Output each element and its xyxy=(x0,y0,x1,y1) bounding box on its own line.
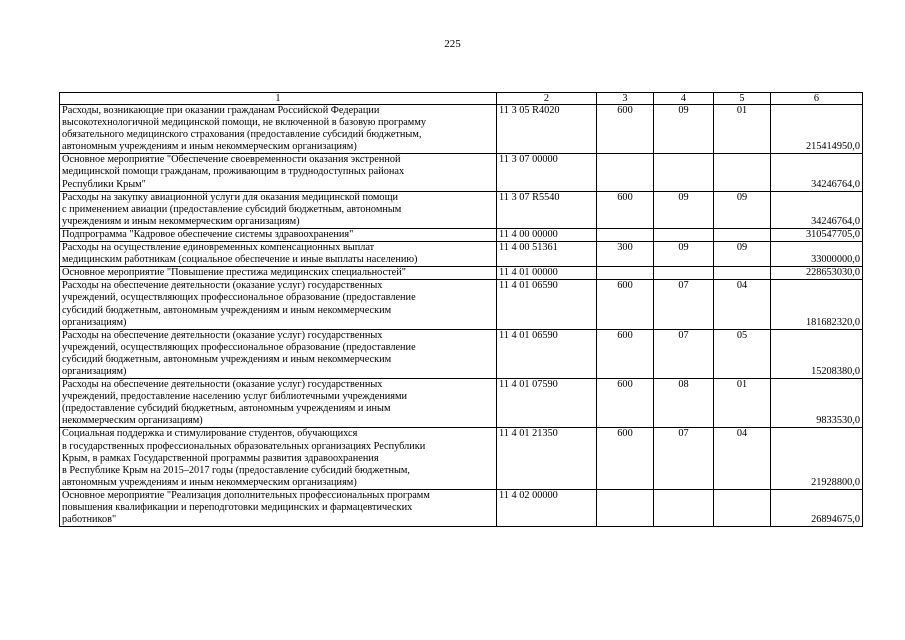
expense-name-line: Расходы на обеспечение деятельности (оказание услуг) государственных xyxy=(62,280,383,292)
expense-type-cell: 600 xyxy=(597,105,654,154)
target-code-cell: 11 3 07 R5540 xyxy=(497,191,597,228)
amount-cell: 215414950,0 xyxy=(771,105,863,154)
subsection-cell: 04 xyxy=(714,280,771,329)
subsection-cell xyxy=(714,489,771,526)
expense-name-cell xyxy=(60,105,497,154)
expense-name-line: учреждений, осуществляющих профессиональное образование (предоставление xyxy=(62,292,416,304)
expense-name-line: с применением авиации (предоставление субсидий бюджетным, автономным xyxy=(62,203,402,215)
expense-name-cell xyxy=(60,242,497,267)
expense-name-line: в государственных профессиональных образовательных организациях Республики xyxy=(62,440,426,452)
subsection-cell xyxy=(714,228,771,241)
table-header-row xyxy=(60,93,863,105)
expense-name-line: некоммерческим организациям) xyxy=(62,415,203,427)
target-code-cell: 11 4 02 00000 xyxy=(497,489,597,526)
table-row xyxy=(60,428,863,489)
header-cell: 3 xyxy=(597,93,654,105)
table-row xyxy=(60,191,863,228)
target-code-cell: 11 4 00 51361 xyxy=(497,242,597,267)
section-cell: 09 xyxy=(654,191,714,228)
expense-name-line: Расходы на обеспечение деятельности (оказание услуг) государственных xyxy=(62,379,383,391)
section-cell: 09 xyxy=(654,105,714,154)
expense-name-line: организациям) xyxy=(62,316,127,328)
table-row xyxy=(60,267,863,280)
page-number: 225 xyxy=(444,38,461,50)
target-code-cell: 11 4 00 00000 xyxy=(497,228,597,241)
section-cell xyxy=(654,228,714,241)
expense-type-cell xyxy=(597,267,654,280)
amount-cell: 228653030,0 xyxy=(771,267,863,280)
amount-cell: 15208380,0 xyxy=(771,329,863,378)
expense-name-cell xyxy=(60,228,497,241)
amount-cell: 33000000,0 xyxy=(771,242,863,267)
section-cell xyxy=(654,267,714,280)
table-row xyxy=(60,105,863,154)
expense-name-line: Основное мероприятие "Повышение престижа медицинских специальностей" xyxy=(62,267,406,279)
expense-name-line: учреждениям и иным некоммерческим организациям) xyxy=(62,215,300,227)
amount-cell: 34246764,0 xyxy=(771,154,863,191)
table-row xyxy=(60,329,863,378)
header-cell: 1 xyxy=(60,93,497,105)
expense-name-line: Основное мероприятие "Обеспечение своевременности оказания экстренной xyxy=(62,154,401,166)
target-code-cell: 11 4 01 00000 xyxy=(497,267,597,280)
expense-name-line: Крым, в рамках Государственной программы развития здравоохранения xyxy=(62,452,379,464)
amount-cell: 181682320,0 xyxy=(771,280,863,329)
expense-name-line: (предоставление субсидий бюджетным, автономным учреждениям и иным xyxy=(62,403,391,415)
budget-table xyxy=(59,92,863,527)
expense-name-cell xyxy=(60,329,497,378)
target-code-cell: 11 4 01 06590 xyxy=(497,280,597,329)
expense-type-cell: 600 xyxy=(597,191,654,228)
table-row xyxy=(60,242,863,267)
table-row xyxy=(60,489,863,526)
subsection-cell: 01 xyxy=(714,379,771,428)
expense-name-line: учреждений, осуществляющих профессиональное образование (предоставление xyxy=(62,341,416,353)
expense-type-cell xyxy=(597,154,654,191)
section-cell: 07 xyxy=(654,428,714,489)
expense-name-line: высокотехнологичной медицинской помощи, не включенной в базовую программу xyxy=(62,117,426,129)
expense-name-line: повышения квалификации и переподготовки медицинских и фармацевтических xyxy=(62,502,413,513)
expense-name-line: Расходы на обеспечение деятельности (оказание услуг) государственных xyxy=(62,329,383,341)
expense-name-cell xyxy=(60,280,497,329)
expense-name-line: Подпрограмма "Кадровое обеспечение системы здравоохранения" xyxy=(62,228,354,240)
expense-name-line: в Республике Крым на 2015–2017 годы (предоставление субсидий бюджетным, xyxy=(62,464,410,476)
amount-cell: 310547705,0 xyxy=(771,228,863,241)
target-code-cell: 11 4 01 07590 xyxy=(497,379,597,428)
expense-name-line: организациям) xyxy=(62,365,127,377)
section-cell: 08 xyxy=(654,379,714,428)
expense-name-line: работников" xyxy=(62,514,117,526)
header-cell: 2 xyxy=(497,93,597,105)
table-row xyxy=(60,154,863,191)
section-cell xyxy=(654,154,714,191)
section-cell: 07 xyxy=(654,280,714,329)
expense-name-cell xyxy=(60,267,497,280)
subsection-cell xyxy=(714,267,771,280)
amount-cell: 9833530,0 xyxy=(771,379,863,428)
amount-cell: 34246764,0 xyxy=(771,191,863,228)
target-code-cell: 11 4 01 06590 xyxy=(497,329,597,378)
subsection-cell xyxy=(714,154,771,191)
amount-cell: 26894675,0 xyxy=(771,489,863,526)
subsection-cell: 04 xyxy=(714,428,771,489)
target-code-cell: 11 3 05 R4020 xyxy=(497,105,597,154)
section-cell: 09 xyxy=(654,242,714,267)
expense-type-cell: 600 xyxy=(597,428,654,489)
target-code-cell: 11 4 01 21350 xyxy=(497,428,597,489)
header-cell: 6 xyxy=(771,93,863,105)
expense-name-line: учреждений, предоставление населению услуг библиотечными учреждениями xyxy=(62,391,408,403)
subsection-cell: 05 xyxy=(714,329,771,378)
expense-type-cell: 600 xyxy=(597,379,654,428)
expense-name-line: автономным учреждениям и иным некоммерческим организациям) xyxy=(62,141,357,153)
expense-name-line: автономным учреждениям и иным некоммерческим организациям) xyxy=(62,476,357,488)
expense-name-line: субсидий бюджетным, автономным учреждениям и иным некоммерческим xyxy=(62,304,392,316)
amount-cell: 21928800,0 xyxy=(771,428,863,489)
expense-name-line: Республики Крым" xyxy=(62,178,146,190)
target-code-cell: 11 3 07 00000 xyxy=(497,154,597,191)
expense-name-line: субсидий бюджетным, автономным учреждениям и иным некоммерческим xyxy=(62,353,392,365)
subsection-cell: 09 xyxy=(714,242,771,267)
table-row xyxy=(60,379,863,428)
expense-type-cell xyxy=(597,228,654,241)
expense-name-line: Основное мероприятие "Реализация дополнительных профессиональных программ xyxy=(62,489,430,501)
expense-name-cell xyxy=(60,154,497,191)
expense-name-line: Расходы на закупку авиационной услуги для оказания медицинской помощи xyxy=(62,191,399,203)
header-cell: 4 xyxy=(654,93,714,105)
table-row xyxy=(60,228,863,241)
expense-type-cell: 600 xyxy=(597,280,654,329)
expense-name-line: Социальная поддержка и стимулирование студентов, обучающихся xyxy=(62,428,358,440)
section-cell xyxy=(654,489,714,526)
expense-name-line: медицинским работникам (социальное обеспечение и иные выплаты населению) xyxy=(62,254,418,266)
section-cell: 07 xyxy=(654,329,714,378)
subsection-cell: 01 xyxy=(714,105,771,154)
expense-name-cell xyxy=(60,489,497,526)
expense-name-line: медицинской помощи гражданам, проживающим в труднодоступных районах xyxy=(62,166,405,178)
expense-name-cell xyxy=(60,379,497,428)
expense-name-cell xyxy=(60,191,497,228)
expense-name-line: Расходы на осуществление единовременных компенсационных выплат xyxy=(62,242,375,254)
expense-type-cell xyxy=(597,489,654,526)
expense-name-line: обязательного медицинского страхования (предоставление субсидий бюджетным, xyxy=(62,129,422,141)
expense-name-cell xyxy=(60,428,497,489)
header-cell: 5 xyxy=(714,93,771,105)
subsection-cell: 09 xyxy=(714,191,771,228)
expense-type-cell: 300 xyxy=(597,242,654,267)
table-row xyxy=(60,280,863,329)
expense-type-cell: 600 xyxy=(597,329,654,378)
expense-name-line: Расходы, возникающие при оказании гражданам Российской Федерации xyxy=(62,105,380,116)
